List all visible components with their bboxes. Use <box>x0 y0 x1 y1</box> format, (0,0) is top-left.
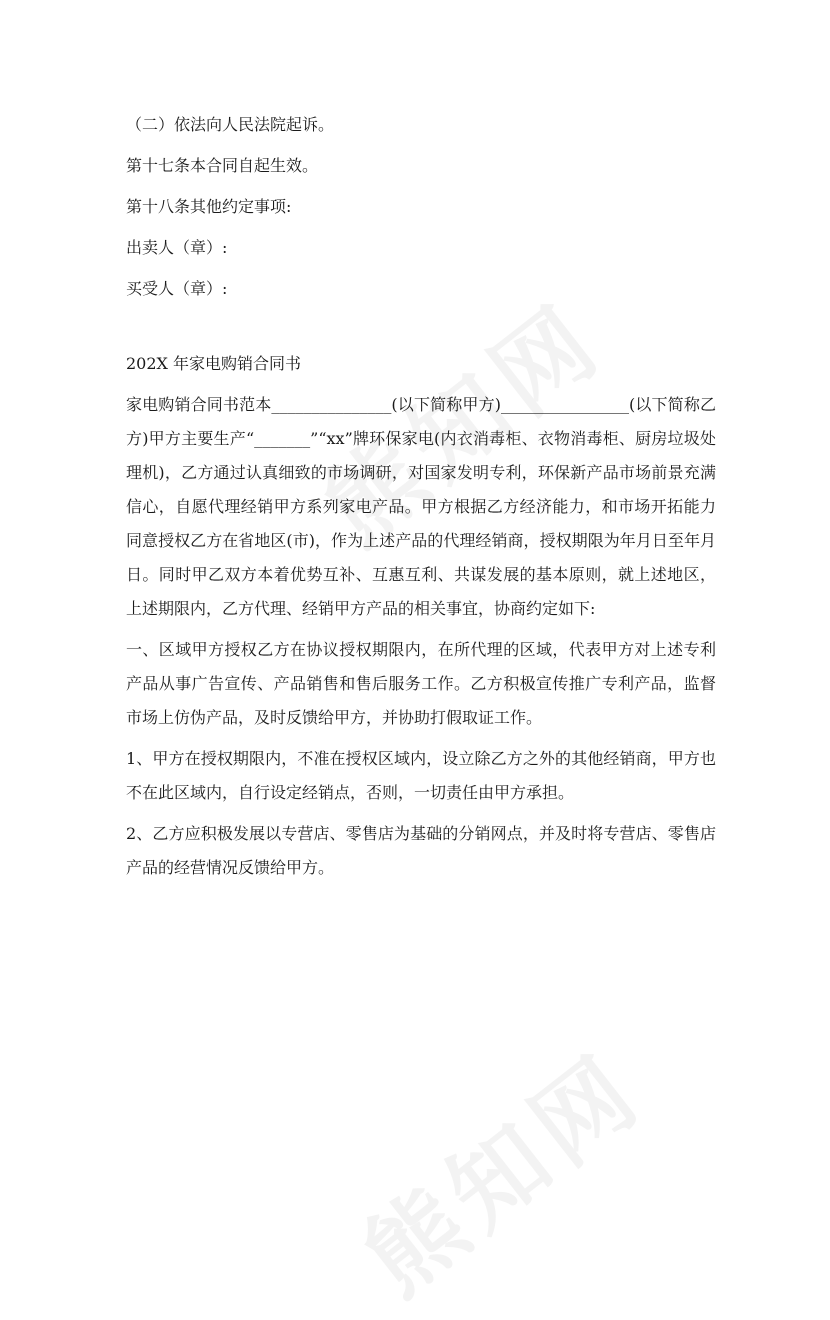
clause-item-2: 2、乙方应积极发展以专营店、零售店为基础的分销网点，并及时将专营店、零售店产品的经营情况反馈给甲方。 <box>126 824 716 877</box>
region-clause-paragraph: 一、区域甲方授权乙方在协议授权期限内，在所代理的区域，代表甲方对上述专利产品从事广告宣传、产品销售和售后服务工作。乙方积极宣传推广专利产品，监督市场上仿伪产品，及时反馈给甲方，并协助打假取证工作。 <box>126 640 716 727</box>
clause-line: （二）依法向人民法院起诉。 <box>126 115 335 134</box>
clause-line: 第十八条其他约定事项: <box>126 197 292 216</box>
watermark-logo <box>332 1017 667 1320</box>
intro-paragraph: 家电购销合同书范本_______________(以下简称甲方)________________(以下简称乙方)甲方主要生产“_______”“xx”牌环保家电(内衣消毒柜、衣物消毒柜、厨房垃圾处理机)，乙方通过认真细致的市场调研，对国家发明专利，环保新产品市场前景充满信心，自愿代理经销甲方系列家电产品。甲方根据乙方经济能力，和市场开拓能力同意授权乙方在省地区(市)，作为上述产品的代理经销商，授权期限为年月日至年月日。同时甲乙双方本着优势互补、互惠互利、共谋发展的基本原则，就上述地区，上述期限内，乙方代理、经销甲方产品的相关事宜，协商约定如下: <box>126 395 716 618</box>
document-body <box>126 108 716 885</box>
document-title: 202X 年家电购销合同书 <box>126 354 302 373</box>
seller-signature-line: 出卖人（章）: <box>126 238 228 257</box>
buyer-signature-line: 买受人（章）: <box>126 279 228 298</box>
clause-line: 第十七条本合同自起生效。 <box>126 156 319 175</box>
clause-item-1: 1、甲方在授权期限内，不准在授权区域内，设立除乙方之外的其他经销商，甲方也不在此区域内，自行设定经销点，否则，一切责任由甲方承担。 <box>126 749 716 802</box>
